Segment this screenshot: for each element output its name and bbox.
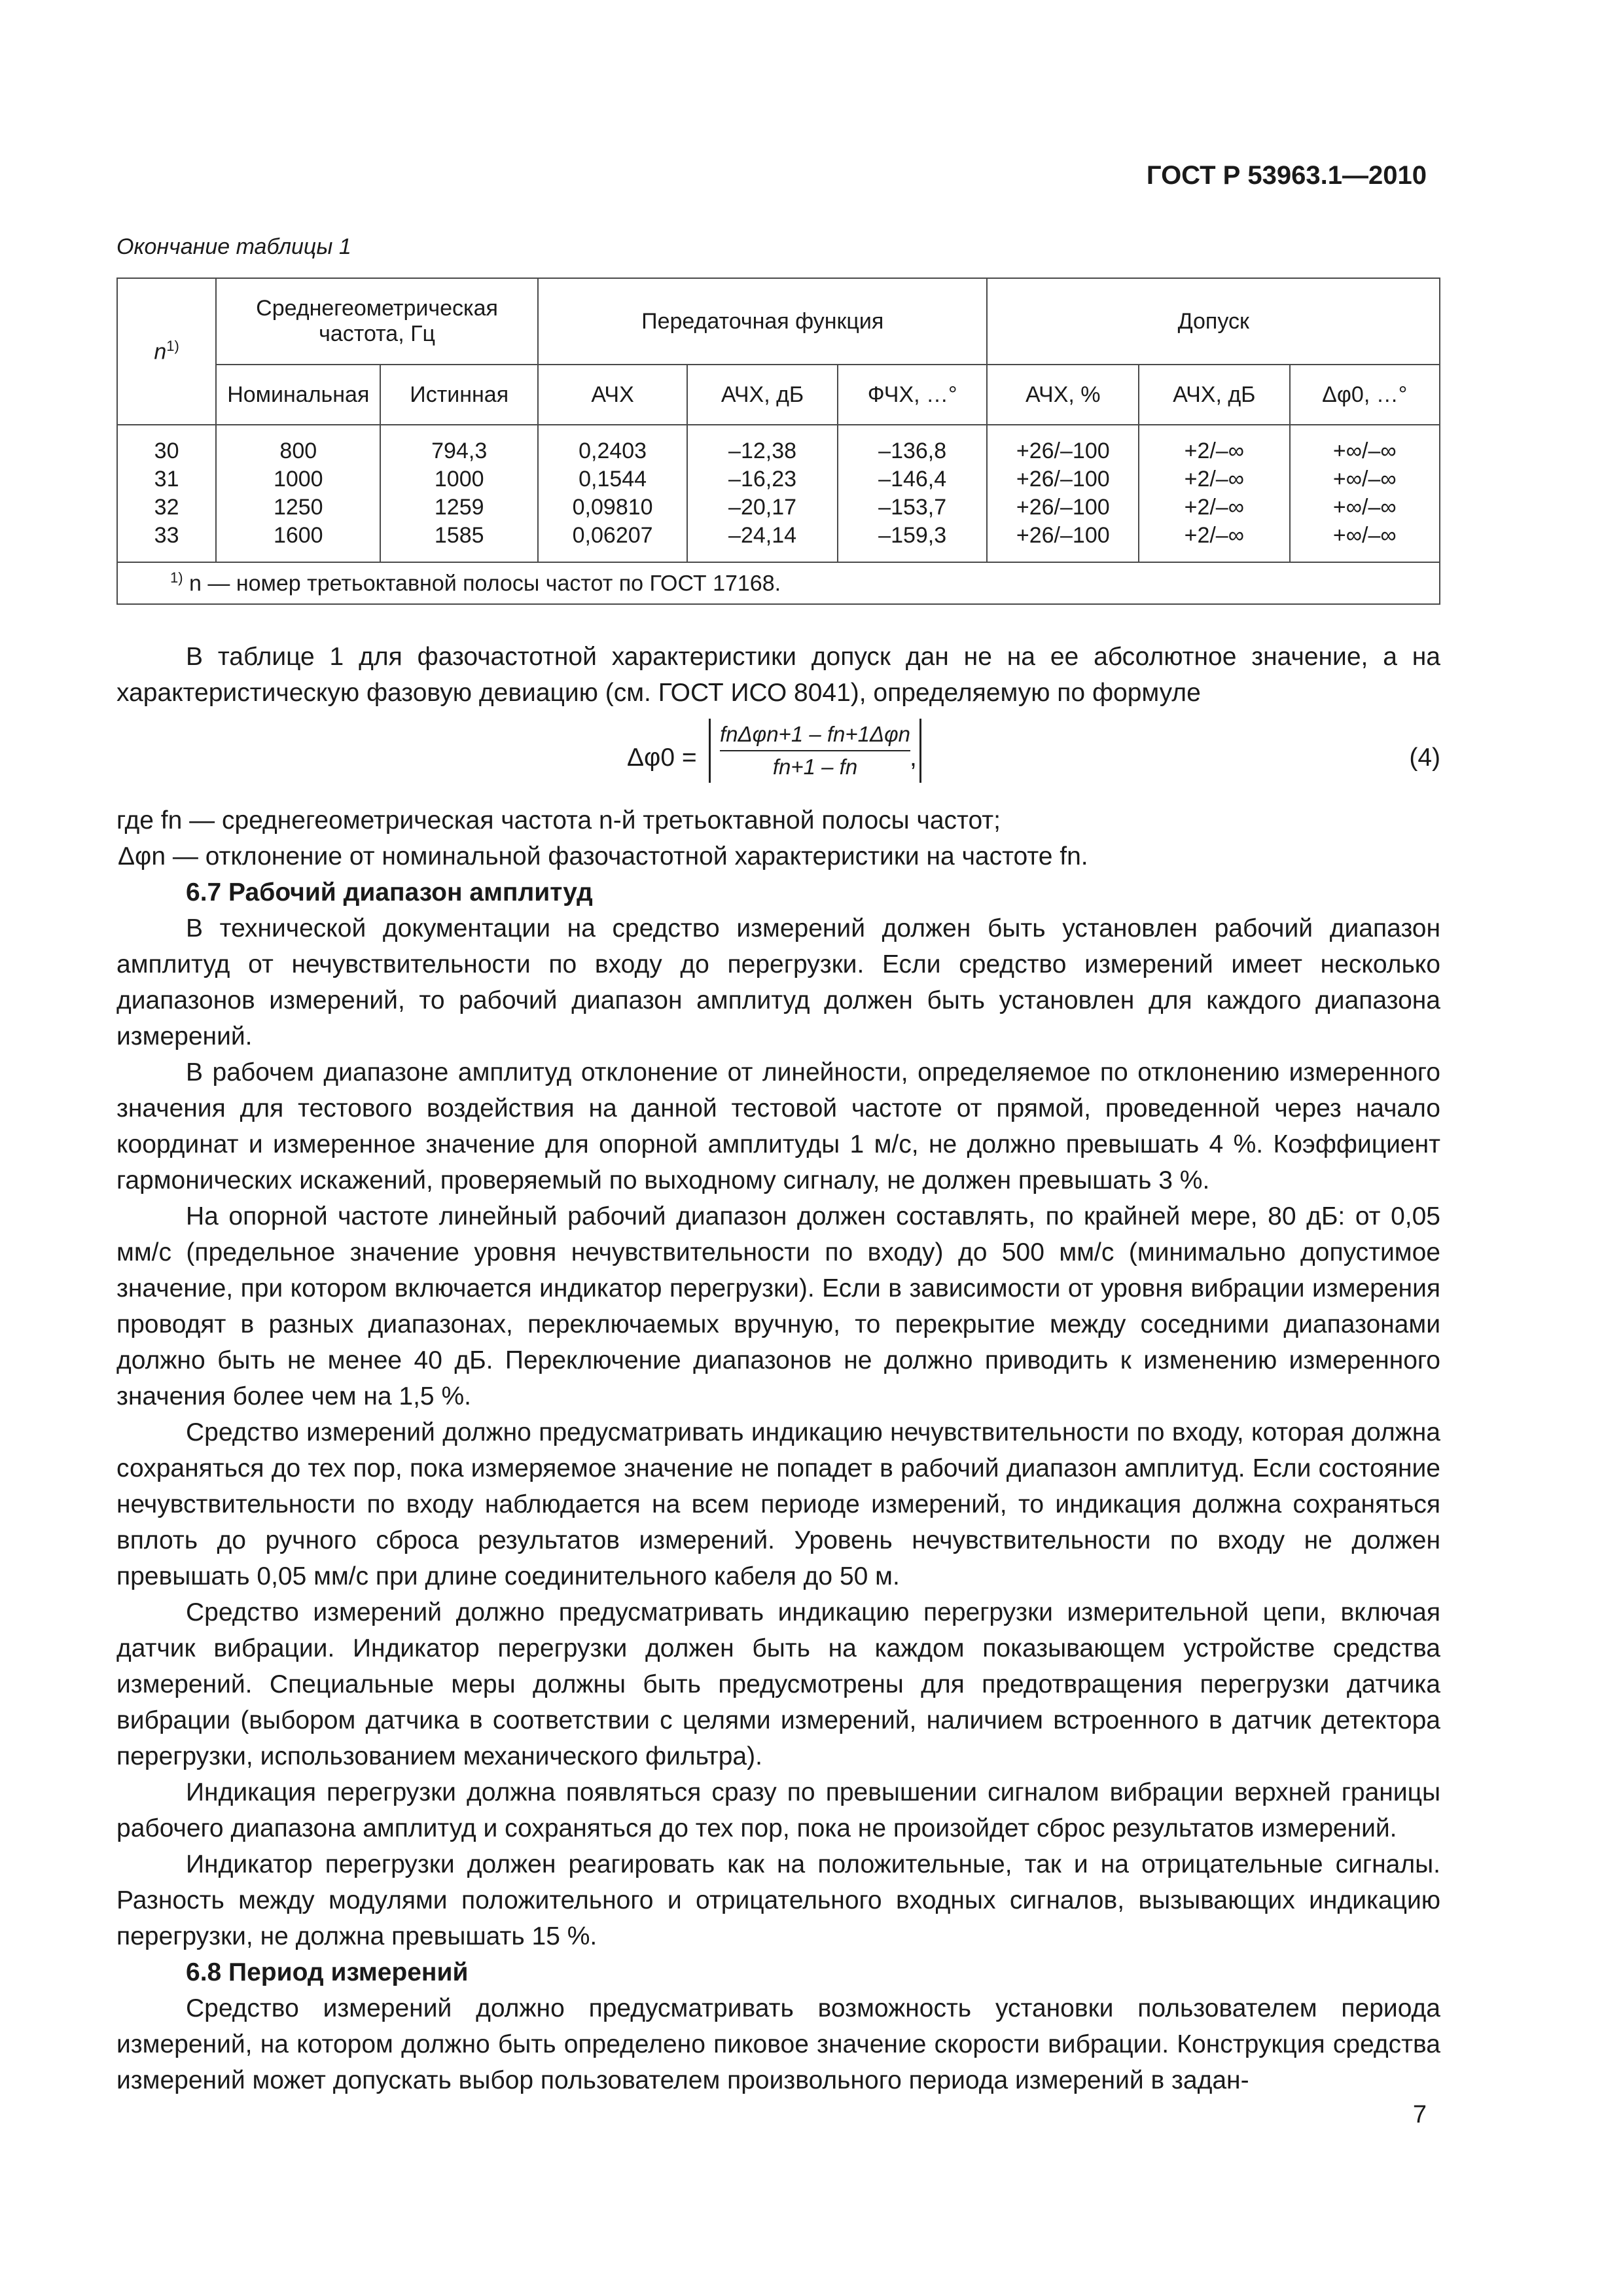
cell-tol-pct: +26/–100 — [987, 425, 1139, 465]
cell-n: 31 — [117, 465, 216, 493]
header-tol-phi: Δφ0, …° — [1290, 365, 1440, 425]
cell-n: 30 — [117, 425, 216, 465]
cell-fch: –159,3 — [838, 522, 988, 562]
cell-ach-db: –12,38 — [687, 425, 838, 465]
formula-numerator: fnΔφn+1 – fn+1Δφn — [720, 719, 910, 751]
paragraph: Средство измерений должно предусматривать индикацию перегрузки измерительной цепи, включая датчик вибрации. Индикатор перегрузки должен быть на каждом показывающем устройстве средства измерений. Специальные меры должны быть предусмотрены для предотвращения перегрузки датчика вибрации (выбором датчика в соответствии с целями измерений, наличием встроенного в датчик детектора перегрузки, использованием механического фильтра). — [116, 1598, 1440, 1770]
cell-ach: 0,09810 — [538, 493, 687, 522]
cell-ach: 0,2403 — [538, 425, 687, 465]
cell-ach: 0,06207 — [538, 522, 687, 562]
table-row — [117, 465, 1440, 493]
cell-tol-db: +2/–∞ — [1139, 465, 1289, 493]
header-nominal: Номинальная — [216, 365, 380, 425]
cell-fch: –136,8 — [838, 425, 988, 465]
header-tol-ach-db: АЧХ, дБ — [1139, 365, 1289, 425]
cell-n: 33 — [117, 522, 216, 562]
section-heading-6-7: 6.7 Рабочий диапазон амплитуд — [186, 878, 593, 906]
formula-number: (4) — [1409, 744, 1440, 772]
cell-tol-pct: +26/–100 — [987, 465, 1139, 493]
paragraph: На опорной частоте линейный рабочий диапазон должен составлять, по крайней мере, 80 дБ: от 0,05 мм/с (предельное значение уровня нечувствительности по входу) до 500 мм/с (минимально допустимое значение, при котором включается индикатор перегрузки). Если в зависимости от уровня вибрации измерения проводят в разных диапазонах, переключаемых вручную, то перекрытие между соседними диапазонами должно быть не менее 40 дБ. Переключение диапазонов не должно приводить к изменению измеренного значения более чем на 1,5 %. — [116, 1202, 1440, 1410]
cell-nominal: 1600 — [216, 522, 380, 562]
cell-nominal: 1250 — [216, 493, 380, 522]
cell-tol-phi: +∞/–∞ — [1290, 465, 1440, 493]
cell-ach-db: –16,23 — [687, 465, 838, 493]
cell-fch: –153,7 — [838, 493, 988, 522]
page-number: 7 — [1412, 2101, 1427, 2128]
paragraph: Средство измерений должно предусматривать возможность установки пользователем периода измерений, на котором должно быть определено пиковое значение скорости вибрации. Конструкция средства измерений может допускать выбор пользователем произвольного периода измерений в задан- — [116, 1994, 1440, 2094]
formula-fraction — [709, 719, 921, 783]
table-1-continued — [116, 278, 1440, 605]
paragraph: В технической документации на средство измерений должен быть установлен рабочий диапазон амплитуд от нечувствительности по входу до перегрузки. Если средство измерений имеет несколько диапазонов измерений, то рабочий диапазон амплитуд должен быть установлен для каждого диапазона измерений. — [116, 914, 1440, 1050]
header-transfer-group: Передаточная функция — [538, 278, 988, 365]
formula-denominator: fn+1 – fn — [772, 755, 858, 779]
cell-tol-db: +2/–∞ — [1139, 425, 1289, 465]
header-actual: Истинная — [380, 365, 538, 425]
cell-actual: 794,3 — [380, 425, 538, 465]
where-line-2: Δφn — отклонение от номинальной фазочастотной характеристики на частоте fn. — [118, 842, 1088, 870]
cell-tol-phi: +∞/–∞ — [1290, 425, 1440, 465]
paragraph: В рабочем диапазоне амплитуд отклонение от линейности, определяемое по отклонению измеренного значения для тестового воздействия на данной тестовой частоте от прямой, проведенной через начало координат и измеренное значение для опорной амплитуды 1 м/с, не должно превышать 4 %. Коэффициент гармонических искажений, проверяемый по выходному сигналу, не должен превышать 3 %. — [116, 1058, 1440, 1194]
cell-tol-db: +2/–∞ — [1139, 522, 1289, 562]
header-ach: АЧХ — [538, 365, 687, 425]
paragraph: Средство измерений должно предусматривать индикацию нечувствительности по входу, которая должна сохраняться до тех пор, пока измеряемое значение не попадет в рабочий диапазон амплитуд. Если состояние нечувствительности по входу наблюдается на всем периоде измерений, то индикация должна сохраняться вплоть до ручного сброса результатов измерений. Уровень нечувствительности по входу не должен превышать 0,05 мм/с при длине соединительного кабеля до 50 м. — [116, 1418, 1440, 1590]
cell-actual: 1259 — [380, 493, 538, 522]
cell-ach-db: –24,14 — [687, 522, 838, 562]
table-row — [117, 522, 1440, 562]
header-tol-ach-pct: АЧХ, % — [987, 365, 1139, 425]
cell-ach-db: –20,17 — [687, 493, 838, 522]
header-fch: ФЧХ, …° — [838, 365, 988, 425]
formula-4 — [116, 711, 1440, 802]
table-caption: Окончание таблицы 1 — [116, 234, 351, 259]
paragraph: Индикация перегрузки должна появляться сразу по превышении сигналом вибрации верхней границы рабочего диапазона амплитуд и сохраняться до тех пор, пока не произойдет сброс результатов измерений. — [116, 1778, 1440, 1842]
where-line-1: где fn — среднегеометрическая частота n-й третьоктавной полосы частот; — [116, 806, 1001, 834]
cell-nominal: 1000 — [216, 465, 380, 493]
cell-tol-pct: +26/–100 — [987, 493, 1139, 522]
cell-tol-pct: +26/–100 — [987, 522, 1139, 562]
table-footnote: $^{1)}$ n — номер третьоктавной полосы частот по ГОСТ 17168. — [117, 562, 1440, 604]
header-ach-db: АЧХ, дБ — [687, 365, 838, 425]
header-n: $n^{1)}$ — [117, 278, 216, 425]
cell-ach: 0,1544 — [538, 465, 687, 493]
paragraph: Индикатор перегрузки должен реагировать как на положительные, так и на отрицательные сигналы. Разность между модулями положительного и отрицательного входных сигналов, вызывающих индикацию перегрузки, не должна превышать 15 %. — [116, 1850, 1440, 1950]
cell-actual: 1585 — [380, 522, 538, 562]
header-frequency-group: Среднегеометрическая частота, Гц — [216, 278, 538, 365]
cell-tol-phi: +∞/–∞ — [1290, 493, 1440, 522]
document-id-header: ГОСТ Р 53963.1—2010 — [1146, 161, 1427, 190]
cell-n: 32 — [117, 493, 216, 522]
intro-paragraph: В таблице 1 для фазочастотной характеристики допуск дан не на ее абсолютное значение, а на характеристическую фазовую девиацию (см. ГОСТ ИСО 8041), определяемую по формуле — [116, 643, 1440, 707]
table-row — [117, 493, 1440, 522]
cell-tol-phi: +∞/–∞ — [1290, 522, 1440, 562]
formula-comma: , — [910, 744, 917, 772]
header-tolerance-group: Допуск — [987, 278, 1440, 365]
cell-tol-db: +2/–∞ — [1139, 493, 1289, 522]
cell-nominal: 800 — [216, 425, 380, 465]
cell-fch: –146,4 — [838, 465, 988, 493]
body-text — [116, 639, 1440, 2098]
formula-lhs: Δφ0 = — [627, 744, 697, 772]
table-row — [117, 425, 1440, 465]
section-heading-6-8: 6.8 Период измерений — [186, 1958, 469, 1986]
cell-actual: 1000 — [380, 465, 538, 493]
